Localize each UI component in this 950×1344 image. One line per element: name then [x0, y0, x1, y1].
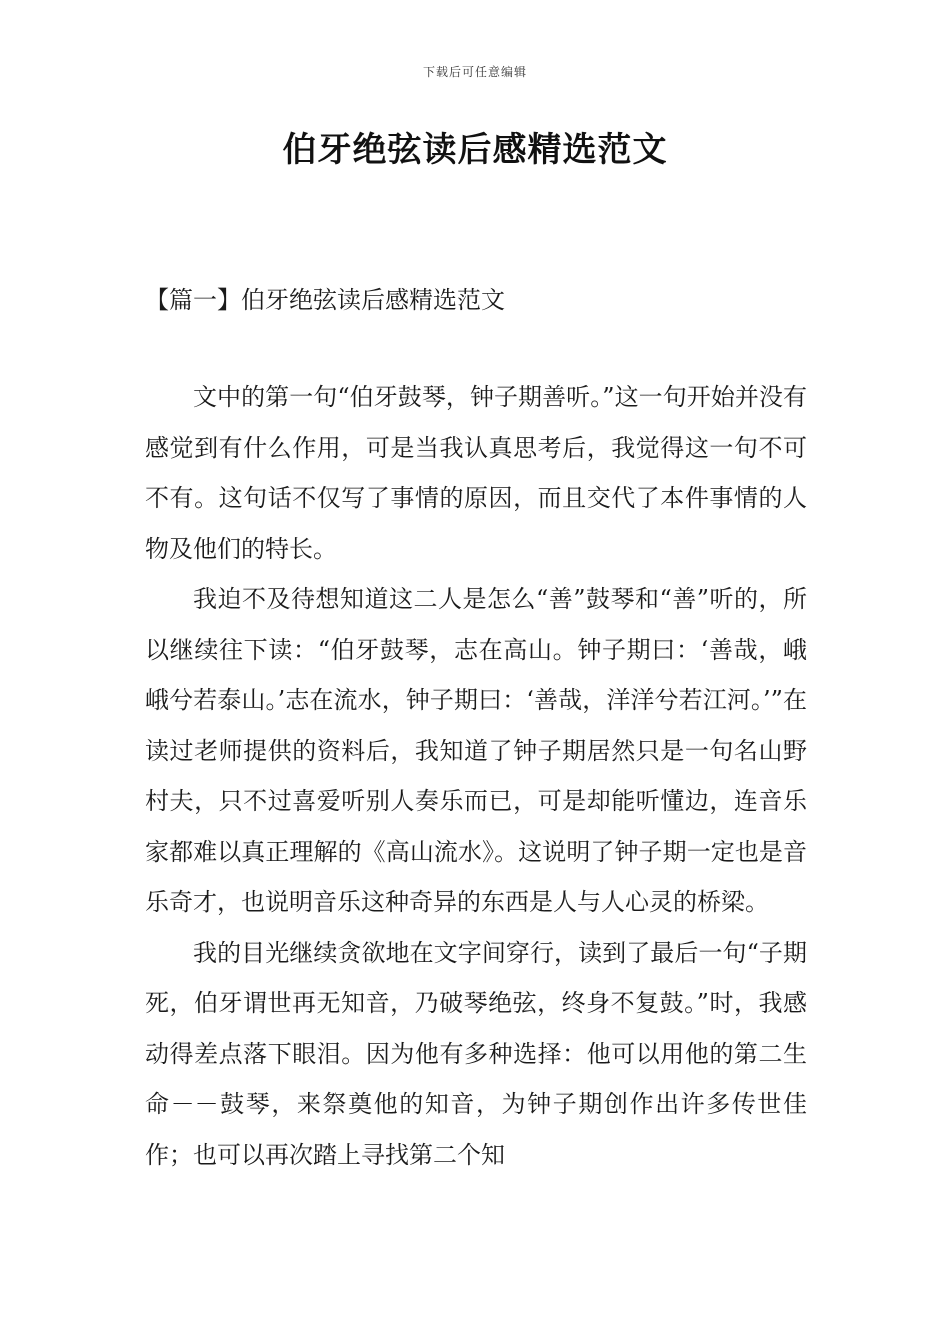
paragraph-1: 文中的第一句“伯牙鼓琴，钟子期善听。”这一句开始并没有感觉到有什么作用，可是当我认真思考后，我觉得这一句不可不有。这句话不仅写了事情的原因，而且交代了本件事情的人物及他们的特长。 [145, 383, 807, 563]
section-heading: 【篇一】伯牙绝弦读后感精选范文 [145, 286, 505, 314]
paragraph-2: 我迫不及待想知道这二人是怎么“善”鼓琴和“善”听的，所以继续往下读：“伯牙鼓琴，志在高山。钟子期曰：‘善哉，峨峨兮若泰山。’志在流水，钟子期曰：‘善哉，洋洋兮若江河。’”在读过老师提供的资料后，我知道了钟子期居然只是一句名山野村夫，只不过喜爱听别人奏乐而已，可是却能听懂边，连音乐家都难以真正理解的《高山流水》。这说明了钟子期一定也是音乐奇才，也说明音乐这种奇异的东西是人与人心灵的桥梁。 [145, 585, 807, 916]
body-text [145, 372, 807, 1180]
header-note: 下载后可任意编辑 [422, 65, 527, 79]
paragraph-3: 我的目光继续贪欲地在文字间穿行，读到了最后一句“子期死，伯牙谓世再无知音，乃破琴绝弦，终身不复鼓。”时，我感动得差点落下眼泪。因为他有多种选择：他可以用他的第二生命－－鼓琴，来祭奠他的知音，为钟子期创作出许多传世佳作；也可以再次踏上寻找第二个知 [145, 938, 807, 1169]
document-title: 伯牙绝弦读后感精选范文 [282, 130, 668, 170]
